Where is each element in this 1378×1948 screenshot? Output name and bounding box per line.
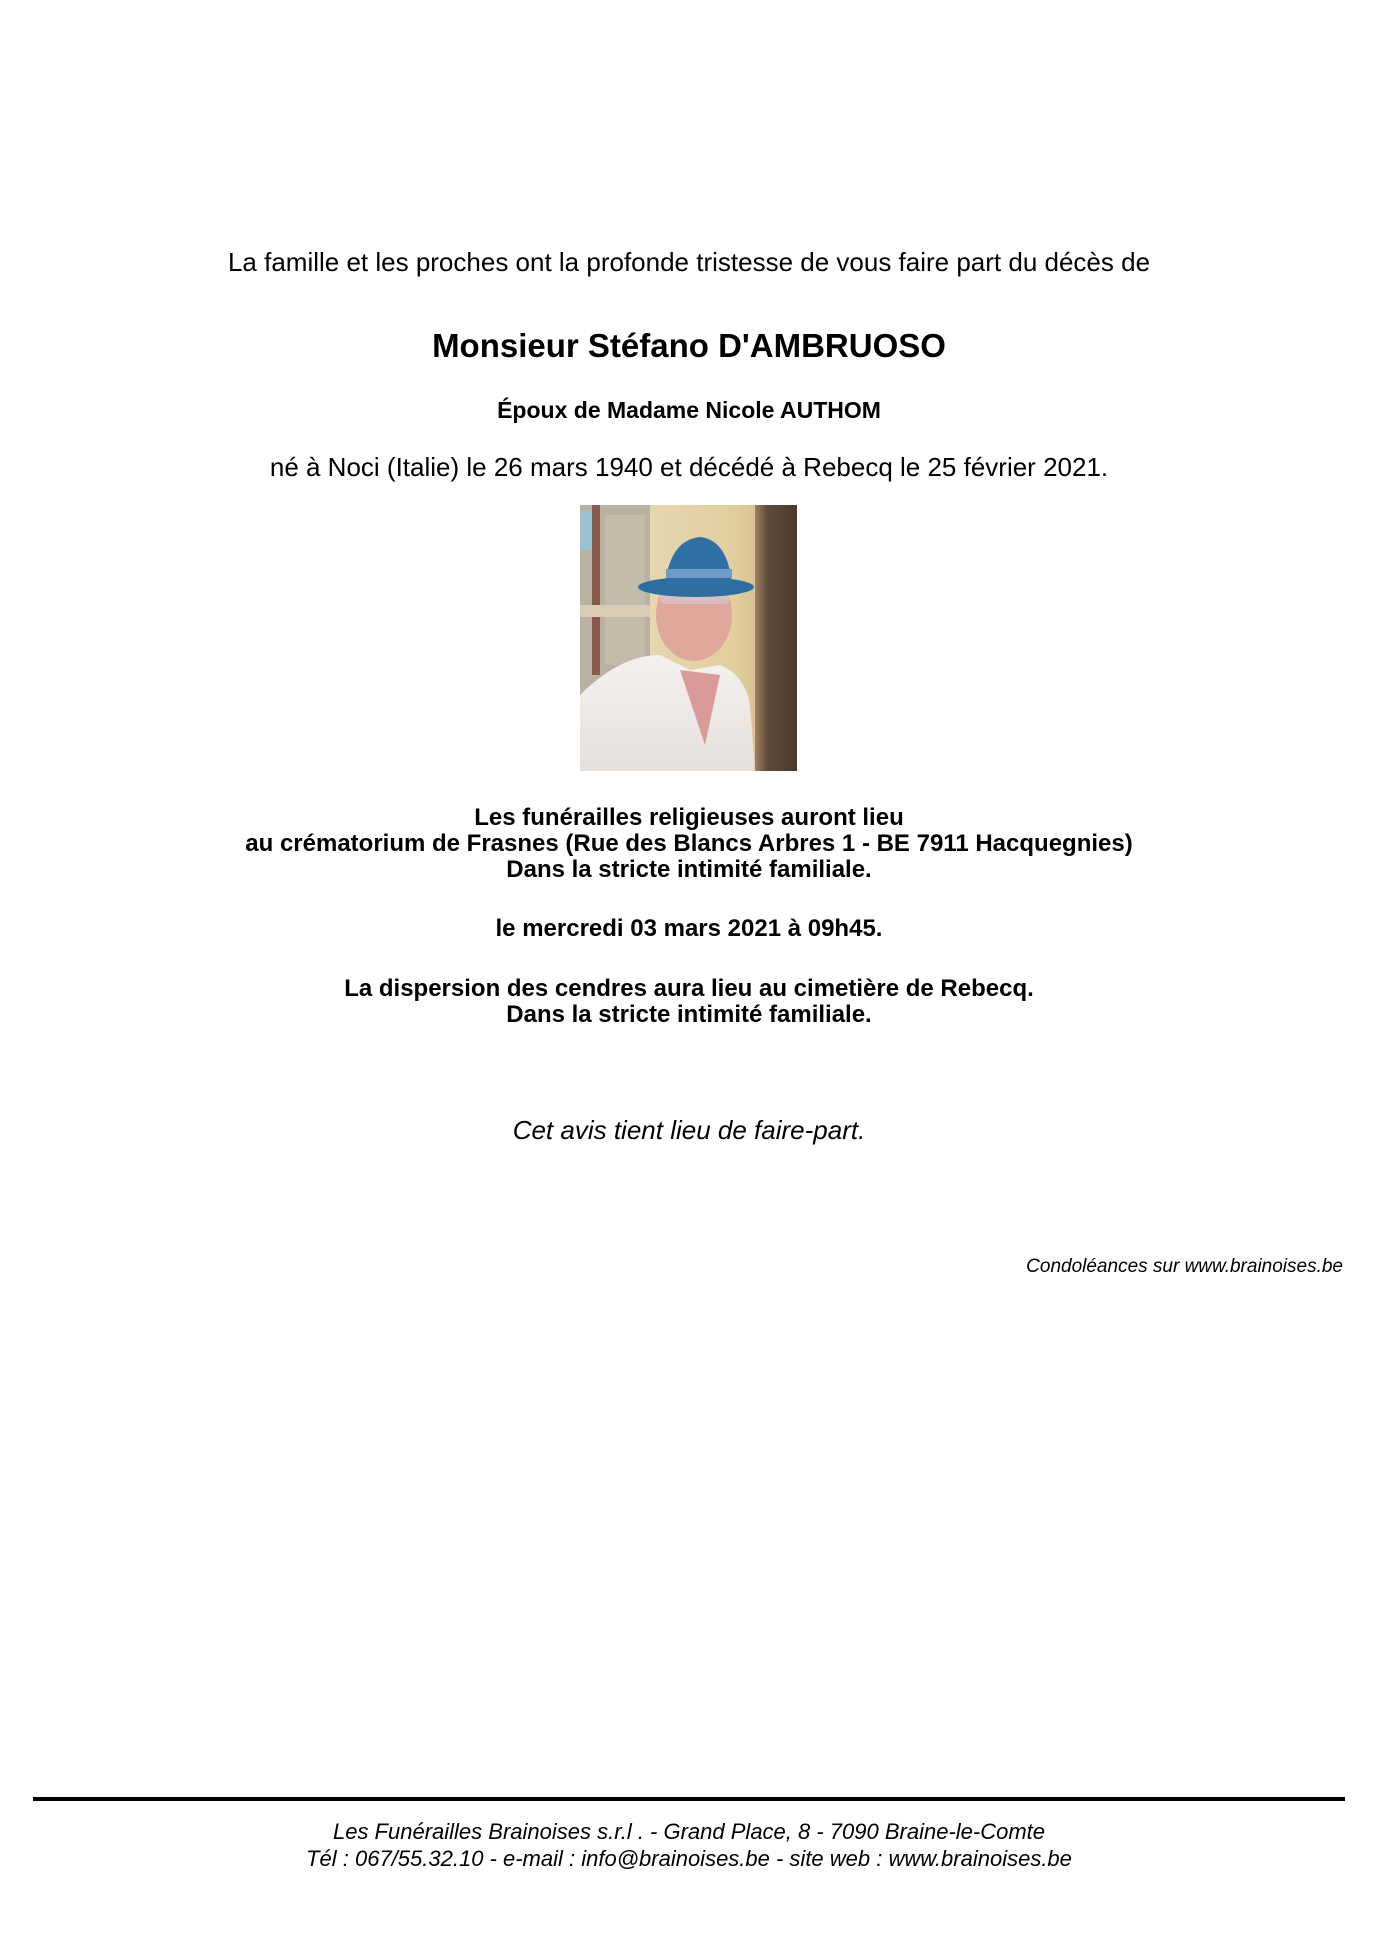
notice-text: Cet avis tient lieu de faire-part. xyxy=(512,1115,866,1145)
footer-address: Les Funérailles Brainoises s.r.l . - Grand Place, 8 - 7090 Braine-le-Comte xyxy=(332,1819,1046,1844)
spouse-line: Époux de Madame Nicole AUTHOM xyxy=(497,397,881,423)
funeral-intimacy: Dans la stricte intimité familiale. xyxy=(506,856,872,883)
condolences-link[interactable]: Condoléances sur www.brainoises.be xyxy=(1026,1256,1343,1277)
portrait-image xyxy=(580,505,797,771)
portrait-photo xyxy=(580,505,797,771)
funeral-location: au crématorium de Frasnes (Rue des Blancs Arbres 1 - BE 7911 Hacquegnies) xyxy=(245,830,1133,857)
funeral-date: le mercredi 03 mars 2021 à 09h45. xyxy=(495,915,883,942)
birth-death-line: né à Noci (Italie) le 26 mars 1940 et décédé à Rebecq le 25 février 2021. xyxy=(269,452,1109,482)
deceased-name: Monsieur Stéfano D'AMBRUOSO xyxy=(432,327,946,364)
funeral-details xyxy=(0,805,1378,883)
dispersion-details xyxy=(0,976,1378,1028)
footer xyxy=(0,1818,1378,1872)
funeral-line: Les funérailles religieuses auront lieu xyxy=(474,804,904,831)
intro-text: La famille et les proches ont la profonde tristesse de vous faire part du décès de xyxy=(227,247,1151,277)
footer-divider xyxy=(33,1797,1345,1801)
dispersion-line: La dispersion des cendres aura lieu au cimetière de Rebecq. xyxy=(344,975,1034,1002)
footer-contact: Tél : 067/55.32.10 - e-mail : info@brainoises.be - site web : www.brainoises.be xyxy=(306,1846,1072,1871)
dispersion-intimacy: Dans la stricte intimité familiale. xyxy=(506,1001,872,1028)
